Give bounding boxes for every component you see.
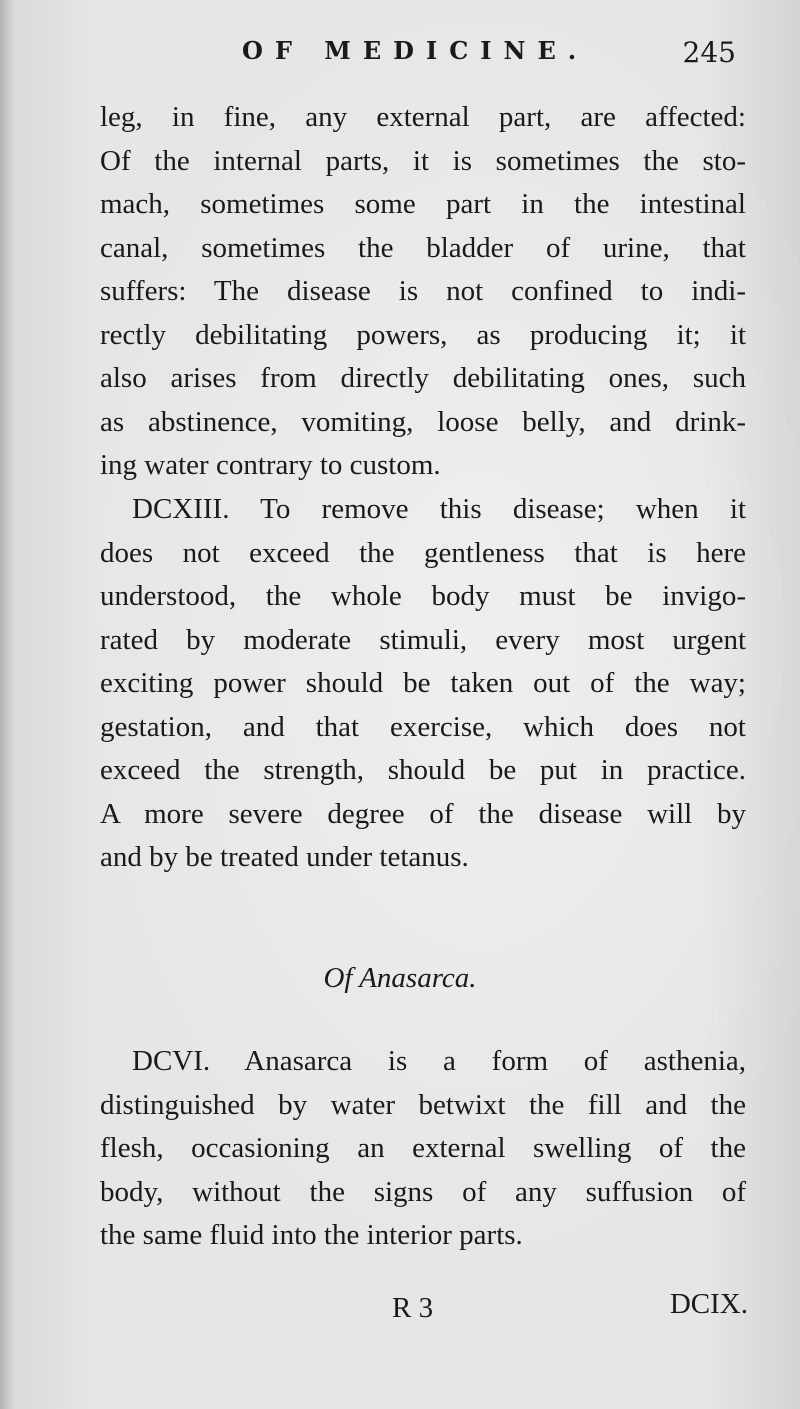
paragraph-continuation (100, 96, 746, 488)
text-line: gestation, and that exercise, which does not (100, 710, 746, 743)
text-line: Of the internal parts, it is sometimes the sto- (100, 144, 746, 177)
section-heading: Of Anasarca. (323, 962, 477, 994)
text-line: exceed the strength, should be put in practice. (100, 754, 746, 786)
text-line: suffers: The disease is not confined to indi- (100, 275, 746, 307)
text-line: DCXIII. To remove this disease; when it (132, 493, 746, 525)
text-line: A more severe degree of the disease will by (100, 797, 746, 830)
text-line: and by be treated under tetanus. (100, 841, 469, 873)
text-line: ing water contrary to custom. (100, 449, 441, 481)
text-line: exciting power should be taken out of the way; (100, 667, 746, 699)
text-line: body, without the signs of any suffusion of (100, 1175, 746, 1208)
paragraph-dcxiii (100, 488, 746, 880)
page-gutter-shadow (0, 0, 14, 1409)
text-line: understood, the whole body must be invigo- (100, 580, 746, 612)
text-line: leg, in fine, any external part, are affected: (100, 101, 746, 133)
paragraph-dcvi (100, 1040, 746, 1258)
text-line: canal, sometimes the bladder of urine, that (100, 231, 746, 264)
text-line: rectly debilitating powers, as producing it; it (100, 318, 746, 351)
text-line: flesh, occasioning an external swelling of the (100, 1132, 746, 1164)
signature-mark: R 3 (392, 1292, 434, 1324)
text-line: the same fluid into the interior parts. (100, 1219, 523, 1251)
text-line: does not exceed the gentleness that is here (100, 536, 746, 569)
page-number: 245 (682, 36, 736, 69)
text-line: rated by moderate stimuli, every most urgent (100, 623, 746, 656)
running-head: OF MEDICINE. (242, 36, 589, 65)
catchword: DCIX. (669, 1288, 748, 1320)
text-line: distinguished by water betwixt the fill and the (100, 1088, 746, 1121)
text-line: DCVI. Anasarca is a form of asthenia, (132, 1045, 746, 1077)
text-line: mach, sometimes some part in the intestinal (100, 188, 746, 220)
bleed-through-text (150, 880, 750, 923)
text-line: also arises from directly debilitating ones, such (100, 362, 746, 394)
text-line: as abstinence, vomiting, loose belly, and drink- (100, 405, 746, 438)
